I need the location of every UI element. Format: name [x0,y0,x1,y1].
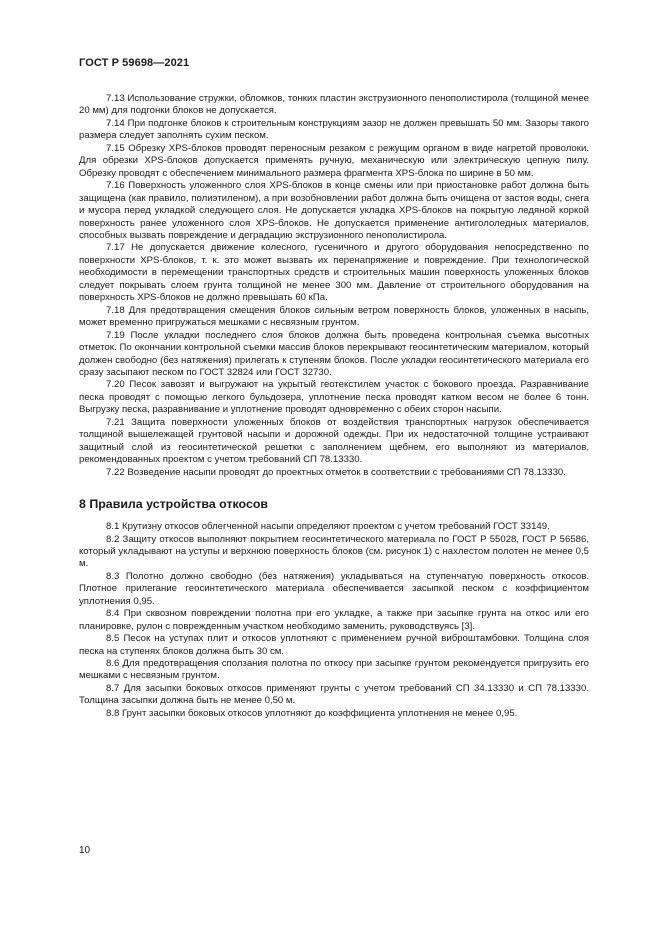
paragraph-8-7: 8.7 Для засыпки боковых откосов применяют грунты с учетом требований СП 34.13330 и СП 78.13330. Толщина засыпки должна быть не менее 0,50 м. [79,682,589,707]
paragraph-7-14: 7.14 При подгонке блоков к строительным конструкциям зазор не должен превышать 50 мм. Зазоры такого размера следует заполнять сухим песком. [79,117,589,142]
paragraph-8-2: 8.2 Защиту откосов выполняют покрытием геосинтетического материала по ГОСТ Р 55028, ГОСТ Р 56586, который укладывают на уступы и верхнюю поверхность блоков (см. рисунок 1) с нахлестом полотен не менее 0,5 м. [79,533,589,570]
paragraph-7-19: 7.19 После укладки последнего слоя блоков должна быть проведена контрольная съемка высотных отметок. По окончании контрольной съемки массив блоков перекрывают геосинтетическим материалом, который должен свободно (без натяжения) прилегать к ступеням блоков. После укладки геосинтетического материала его сразу засыпают песком по ГОСТ 32824 или ГОСТ 32730. [79,329,589,378]
paragraph-8-1: 8.1 Крутизну откосов облегченной насыпи определяют проектом с учетом требований ГОСТ 33149. [106,521,550,533]
paragraph-8-5: 8.5 Песок на уступах плит и откосов уплотняют с применением ручной виброштамбовки. Толщина слоя песка на ступенях блоков должна быть 30 см. [79,633,589,657]
section-title: 8 Правила устройства откосов [79,497,269,512]
paragraph-7-18: 7.18 Для предотвращения смещения блоков сильным ветром поверхность блоков, уложенных в насыпь, может временно пригружаться мешками с несвязным грунтом. [79,304,589,329]
paragraph-8-8: 8.8 Грунт засыпки боковых откосов уплотняют до коэффициента уплотнения не менее 0,95. [106,707,518,719]
paragraph-8-3: 8.3 Полотно должно свободно (без натяжения) укладываться на ступенчатую поверхность откосов. Плотное прилегание геосинтетического материала обеспечивается засыпкой песком с коэффициентом уплотнения 0,95. [79,570,589,607]
paragraph-7-15: 7.15 Обрезку XPS-блоков проводят переносным резаком с режущим органом в виде нагретой проволоки. Для обрезки XPS-блоков допускается применять ручную, механическую или электрическую цепную пилу. Обрезку проводят с обеспечением минимального размера фрагмента XPS-блока по ширине в 50 мм. [79,142,589,179]
document-body [79,93,589,720]
paragraph-7-16: 7.16 Поверхность уложенного слоя XPS-блоков в конце смены или при приостановке работ должна быть защищена (как правило, полиэтиленом), а при возобновлении работ должна быть очищена от застоя воды, снега и мусора перед укладкой следующего слоя. Не допускается укладка XPS-блоков на покрытую ледяной коркой поверхность ранее уложенного слоя XPS-блоков. Не допускается применение антигололедных материалов, способных вызвать повреждение и деградацию экструзионного пенополистирола. [79,180,589,241]
paragraph-7-21: 7.21 Защита поверхности уложенных блоков от воздействия транспортных нагрузок обеспечивается толщиной вышележащей грунтовой насыпи и дорожной одежды. При их недостаточной толщине устраивают защитный слой из геосинтетической решетки с заполнением щебнем, его выполняют из материалов, рекомендованных проектом с учетом требований СП 78.13330. [79,416,589,466]
paragraph-8-6: 8.6 Для предотвращения сползания полотна по откосу при засыпке грунтом рекомендуется пригрузить его мешками с несвязным грунтом. [79,658,589,682]
document-header: ГОСТ Р 59698—2021 [79,57,190,69]
page-number: 10 [79,845,91,856]
paragraph-7-22: 7.22 Возведение насыпи проводят до проектных отметок в соответствии с требованиями СП 78.13330. [106,466,566,478]
paragraph-8-4: 8.4 При сквозном повреждении полотна при его укладке, а также при засыпке грунта на откос или его планировке, рулон с поврежденным участком необходимо заменить, руководствуясь [3]. [79,608,589,632]
paragraph-7-17: 7.17 Не допускается движение колесного, гусеничного и другого оборудования непосредственно по поверхности XPS-блоков, т. к. это может вызвать их перенапряжение и повреждение. При технологической необходимости в перемещении транспортных средств и строительных машин поверхность уложенных блоков следует покрывать слоем грунта толщиной не менее 300 мм. Давление от строительного оборудования на поверхность XPS-блоков не должно превышать 60 кПа. [79,242,589,304]
paragraph-7-20: 7.20 Песок завозят и выгружают на укрытый геотекстилем участок с бокового проезда. Разравнивание песка проводят с помощью легкого бульдозера, уплотнение песка проводят катком весом не более 6 тонн. Выгрузку песка, разравнивание и уплотнение проводят одновременно с обеих сторон насыпи. [79,379,589,416]
paragraph-7-13: 7.13 Использование стружки, обломков, тонких пластин экструзионного пенополистирола (толщиной менее 20 мм) для подгонки блоков не допускается. [79,93,589,117]
